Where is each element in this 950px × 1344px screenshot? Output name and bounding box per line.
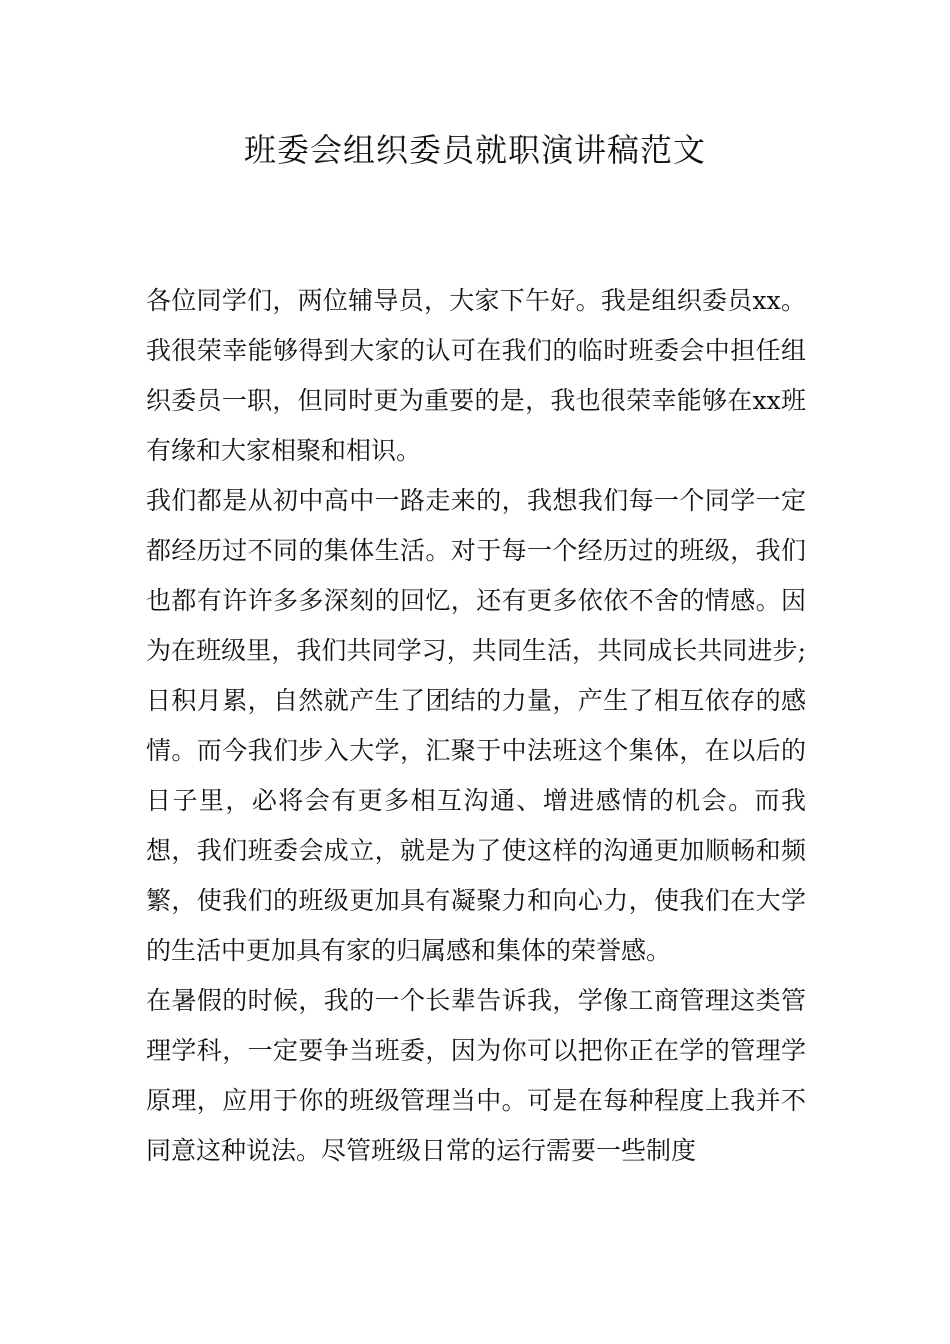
paragraph-3: 在暑假的时候，我的一个长辈告诉我，学像工商管理这类管理学科，一定要争当班委，因为你可以把你正在学的管理学原理，应用于你的班级管理当中。可是在每种程度上我并不同意这种说法。尽管班级日常的运行需要一些制度 <box>146 986 806 1165</box>
paragraph-2: 我们都是从初中高中一路走来的，我想我们每一个同学一定都经历过不同的集体生活。对于每一个经历过的班级，我们也都有许许多多深刻的回忆，还有更多依依不舍的情感。因为在班级里，我们共同学习，共同生活，共同成长共同进步;日积月累，自然就产生了团结的力量，产生了相互依存的感情。而今我们步入大学，汇聚于中法班这个集体，在以后的日子里，必将会有更多相互沟通、增进感情的机会。而我想，我们班委会成立，就是为了使这样的沟通更加顺畅和频繁，使我们的班级更加具有凝聚力和向心力，使我们在大学的生活中更加具有家的归属感和集体的荣誉感。 <box>146 486 806 965</box>
paragraph-1: 各位同学们，两位辅导员，大家下午好。我是组织委员xx。我很荣幸能够得到大家的认可在我们的临时班委会中担任组织委员一职，但同时更为重要的是，我也很荣幸能够在xx班有缘和大家相聚和相识。 <box>146 286 806 465</box>
document-body <box>146 276 806 1176</box>
document-title: 班委会组织委员就职演讲稿范文 <box>243 131 706 169</box>
